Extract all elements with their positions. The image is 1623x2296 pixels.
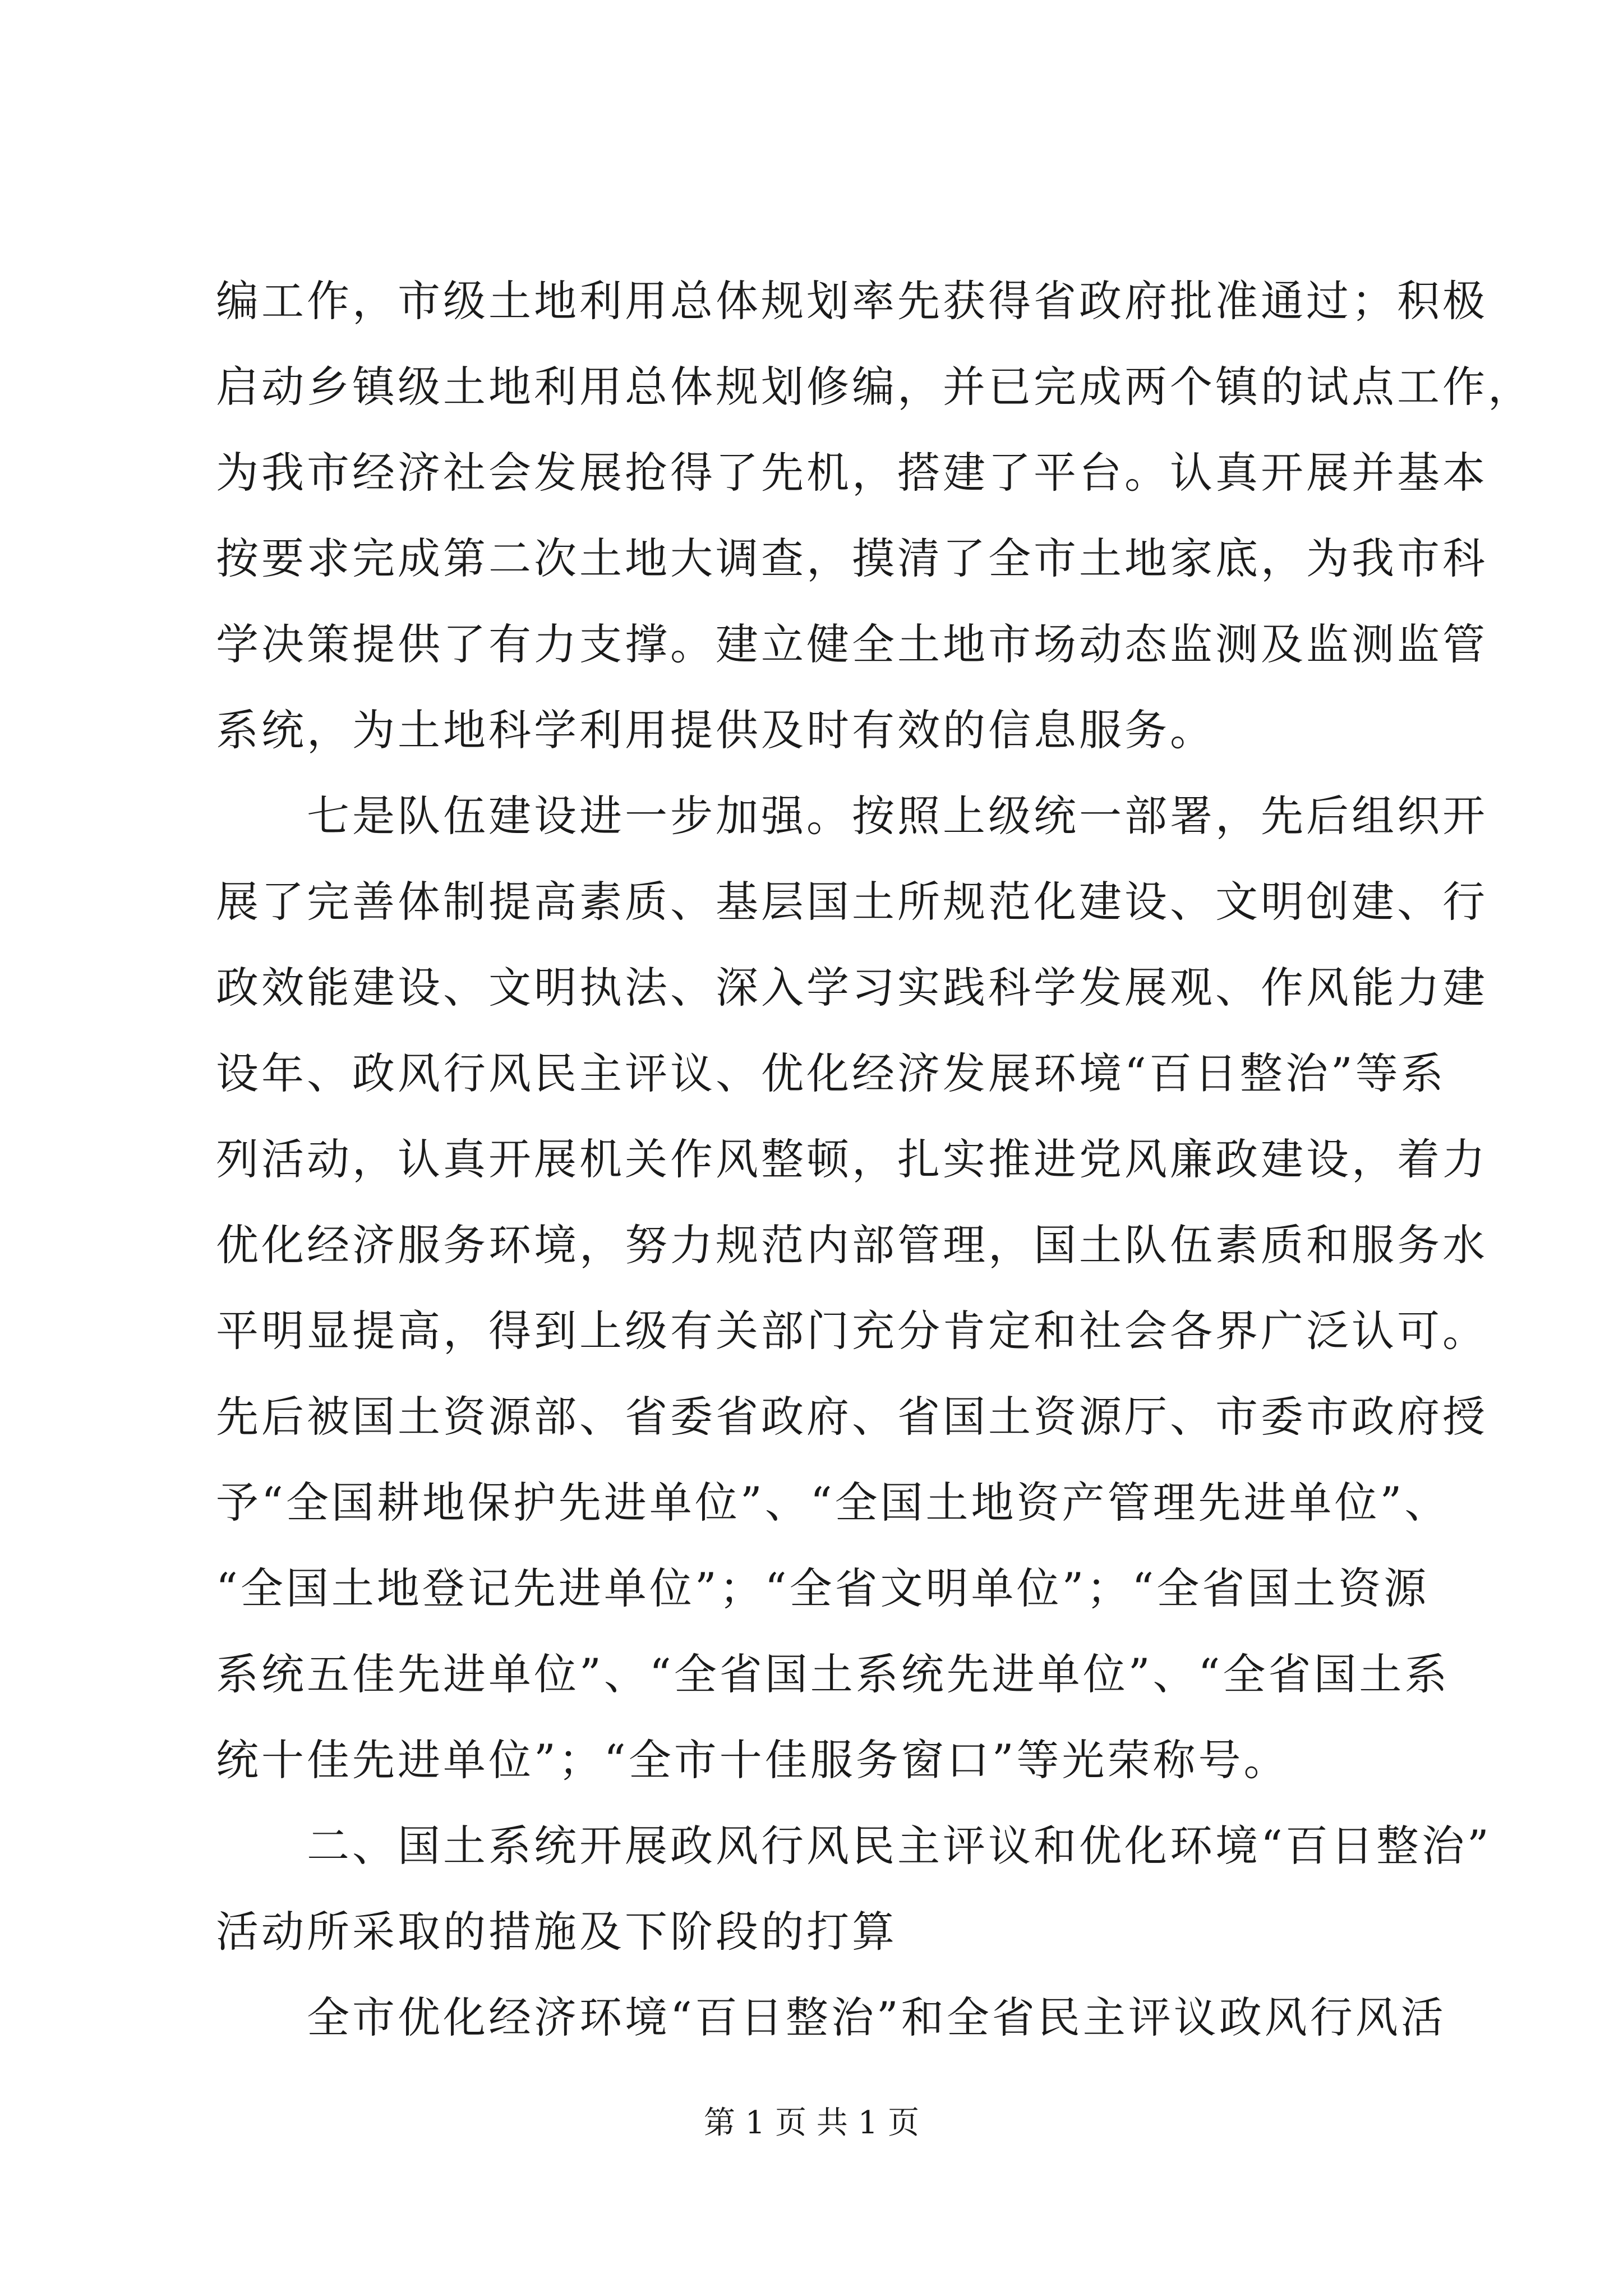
text-line: 设年、政风行风民主评议、优化经济发展环境“百日整治”等系 — [216, 1048, 1446, 1098]
text-line: 为我市经济社会发展抢得了先机，搭建了平台。认真开展并基本 — [216, 448, 1488, 498]
page-footer — [0, 2101, 1623, 2146]
text-line: 系统五佳先进单位”、“全省国土系统先进单位”、“全省国土系 — [216, 1649, 1450, 1699]
text-line: 启动乡镇级土地利用总体规划修编，并已完成两个镇的试点工作， — [216, 362, 1533, 412]
page-number: 第 1 页 共 1 页 — [703, 2105, 920, 2141]
section-heading-line: 活动所采取的措施及下阶段的打算 — [216, 1907, 897, 1957]
section-heading-line: 二、国土系统开展政风行风民主评议和优化环境“百日整治” — [216, 1821, 1492, 1871]
text-line: 按要求完成第二次土地大调查，摸清了全市土地家底，为我市科 — [216, 533, 1488, 583]
text-line: 系统，为土地科学利用提供及时有效的信息服务。 — [216, 705, 1215, 755]
text-line: 列活动，认真开展机关作风整顿，扎实推进党风廉政建设，着力 — [216, 1134, 1488, 1184]
text-line: 优化经济服务环境，努力规范内部管理，国土队伍素质和服务水 — [216, 1220, 1488, 1270]
text-line: 予“全国耕地保护先进单位”、“全国土地资产管理先进单位”、 — [216, 1478, 1450, 1527]
document-body — [216, 258, 1533, 2060]
text-line: 学决策提供了有力支撑。建立健全土地市场动态监测及监测监管 — [216, 619, 1488, 669]
text-line: 政效能建设、文明执法、深入学习实践科学发展观、作风能力建 — [216, 963, 1488, 1013]
text-line: 先后被国土资源部、省委省政府、省国土资源厅、市委市政府授 — [216, 1392, 1488, 1442]
text-line: 编工作，市级土地利用总体规划率先获得省政府批准通过；积极 — [216, 276, 1488, 326]
paragraph-start-line: 全市优化经济环境“百日整治”和全省民主评议政风行风活 — [216, 1993, 1446, 2042]
text-line: 统十佳先进单位”；“全市十佳服务窗口”等光荣称号。 — [216, 1735, 1289, 1785]
text-line: 平明显提高，得到上级有关部门充分肯定和社会各界广泛认可。 — [216, 1306, 1488, 1356]
paragraph-start-line: 七是队伍建设进一步加强。按照上级统一部署，先后组织开 — [216, 791, 1488, 841]
text-line: “全国土地登记先进单位”；“全省文明单位”；“全省国土资源 — [216, 1563, 1430, 1613]
text-line: 展了完善体制提高素质、基层国土所规范化建设、文明创建、行 — [216, 877, 1488, 927]
